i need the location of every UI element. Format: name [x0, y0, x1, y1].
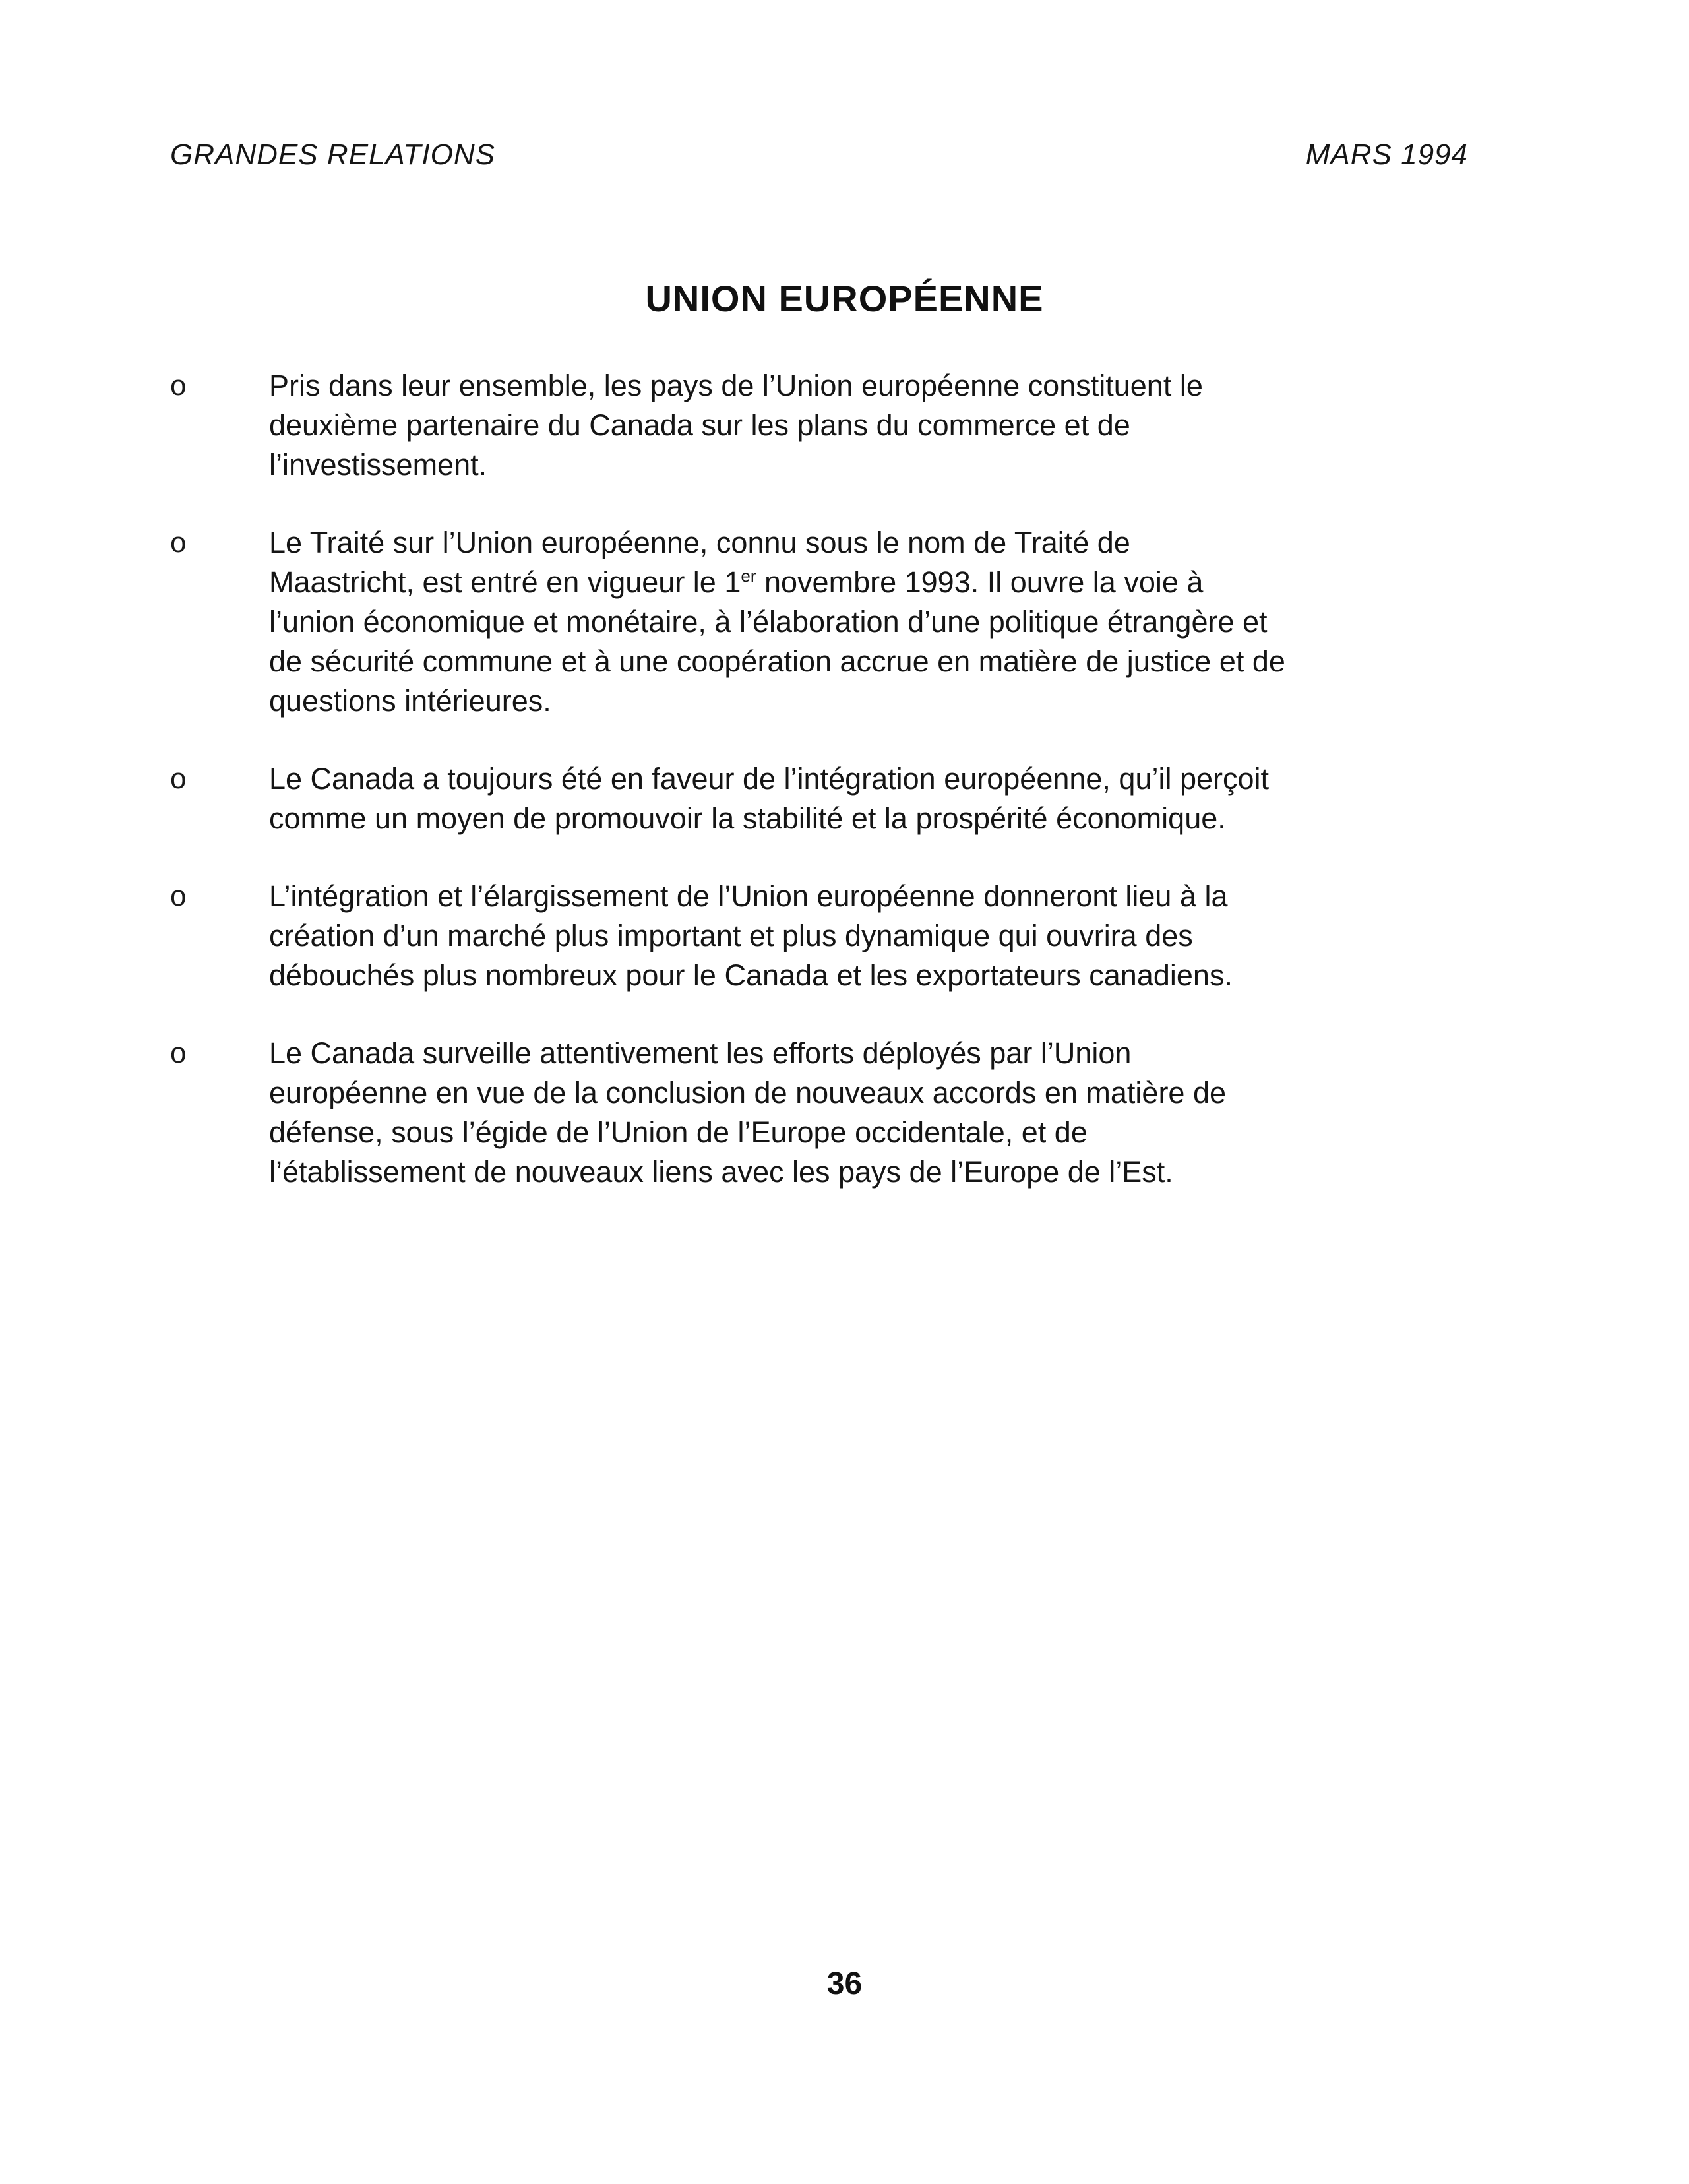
bullet-text: [269, 366, 1489, 485]
bullet-line: l’établissement de nouveaux liens avec les pays de l’Europe de l’Est.: [269, 1155, 1173, 1189]
bullet-line: création d’un marché plus important et plus dynamique qui ouvrira des: [269, 919, 1193, 952]
bullet-list: [170, 366, 1489, 1230]
bullet-line: Le Canada surveille attentivement les efforts déployés par l’Union: [269, 1036, 1132, 1070]
bullet-line: Pris dans leur ensemble, les pays de l’Union européenne constituent le: [269, 369, 1203, 402]
bullet-line: défense, sous l’égide de l’Union de l’Europe occidentale, et de: [269, 1115, 1088, 1149]
bullet-line: Le Canada a toujours été en faveur de l’intégration européenne, qu’il perçoit: [269, 762, 1270, 796]
bullet-line: comme un moyen de promouvoir la stabilité et la prospérité économique.: [269, 801, 1226, 835]
bullet-line: deuxième partenaire du Canada sur les plans du commerce et de: [269, 408, 1130, 442]
bullet-line: européenne en vue de la conclusion de nouveaux accords en matière de: [269, 1076, 1227, 1109]
bullet-line: Le Traité sur l’Union européenne, connu sous le nom de Traité de: [269, 526, 1130, 559]
bullet-marker-icon: o: [170, 880, 187, 912]
bullet-line: débouchés plus nombreux pour le Canada et les exportateurs canadiens.: [269, 958, 1233, 992]
bullet-line: de sécurité commune et à une coopération accrue en matière de justice et de: [269, 644, 1285, 678]
bullet-text: [269, 759, 1489, 838]
bullet-text: [269, 1034, 1489, 1192]
bullet-item: [170, 759, 1489, 838]
bullet-item: [170, 1034, 1489, 1192]
bullet-text: [269, 523, 1489, 721]
bullet-text: [269, 877, 1489, 995]
bullet-line: L’intégration et l’élargissement de l’Union européenne donneront lieu à la: [269, 879, 1228, 913]
page-title: UNION EUROPÉENNE: [645, 278, 1044, 319]
bullet-line: l’investissement.: [269, 448, 487, 482]
header-section-label: GRANDES RELATIONS: [170, 139, 495, 171]
bullet-marker-icon: o: [170, 763, 187, 795]
bullet-item: [170, 523, 1489, 721]
bullet-marker-icon: o: [170, 1037, 187, 1069]
bullet-marker-icon: o: [170, 369, 187, 402]
bullet-line: questions intérieures.: [269, 684, 551, 718]
bullet-marker-icon: o: [170, 526, 187, 559]
bullet-item: [170, 877, 1489, 995]
bullet-line: Maastricht, est entré en vigueur le 1er novembre 1993. Il ouvre la voie à: [269, 565, 1204, 599]
header-date: MARS 1994: [1305, 139, 1468, 171]
bullet-line: l’union économique et monétaire, à l’élaboration d’une politique étrangère et: [269, 605, 1268, 639]
bullet-item: [170, 366, 1489, 485]
page-number: 36: [826, 1966, 863, 2001]
